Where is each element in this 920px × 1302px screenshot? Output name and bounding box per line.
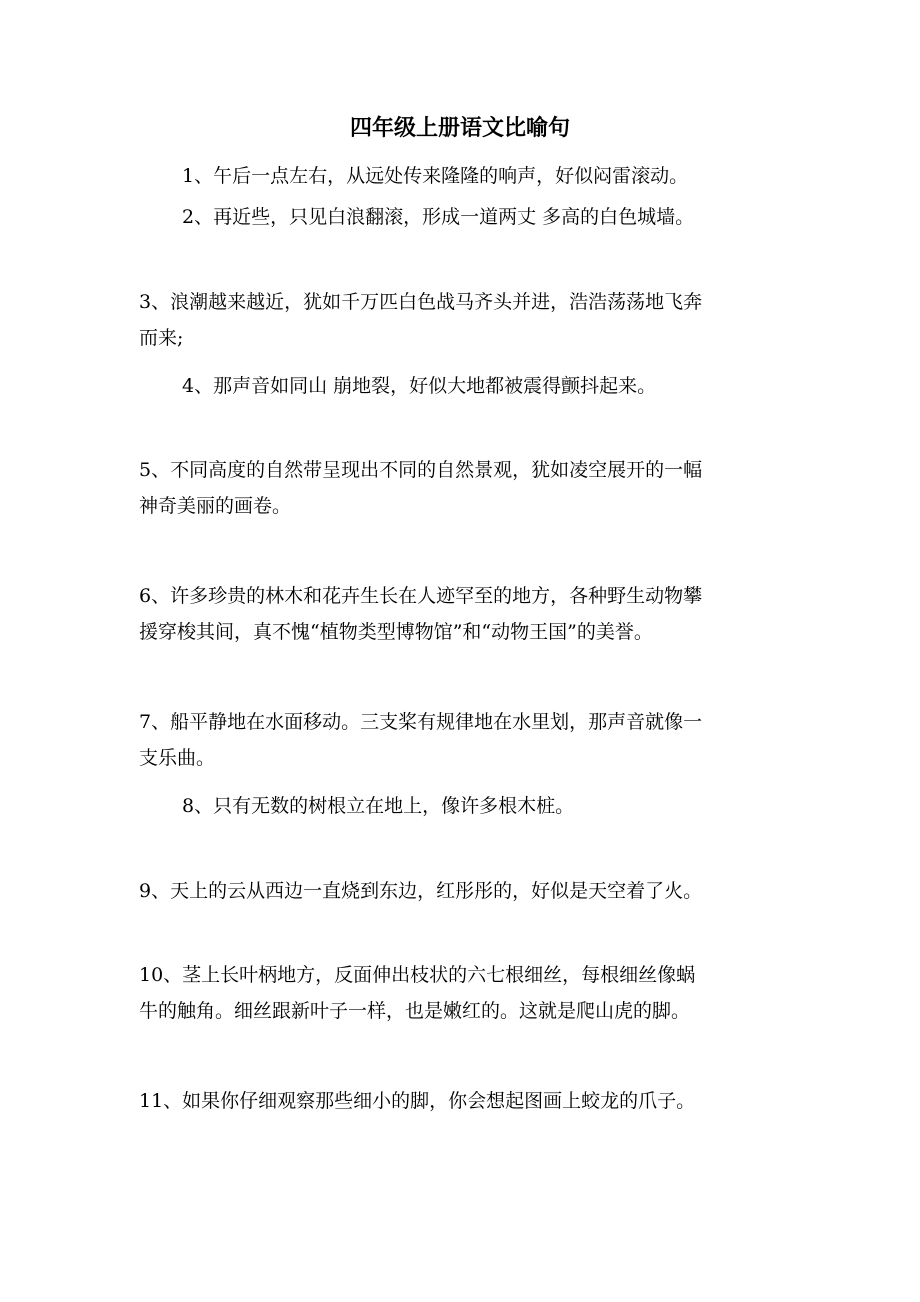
paragraph-1 bbox=[182, 158, 832, 194]
paragraph-6 bbox=[139, 578, 789, 650]
paragraph-line: 支乐曲。 bbox=[139, 747, 216, 769]
paragraph-2 bbox=[182, 199, 832, 235]
paragraph-line: 援穿梭其间，真不愧“植物类型博物馆”和“动物王国”的美誉。 bbox=[139, 621, 653, 643]
paragraph-line: 6、许多珍贵的林木和花卉生长在人迹罕至的地方，各种野生动物攀 bbox=[139, 585, 703, 607]
paragraph-line: 而来; bbox=[139, 327, 184, 349]
paragraph-line: 11、如果你仔细观察那些细小的脚，你会想起图画上蛟龙的爪子。 bbox=[139, 1090, 696, 1112]
paragraph-line: 10、茎上长叶柄地方，反面伸出枝状的六七根细丝，每根细丝像蜗 bbox=[139, 964, 696, 986]
paragraph-9 bbox=[139, 873, 789, 909]
paragraph-line: 8、只有无数的树根立在地上，像许多根木桩。 bbox=[182, 795, 575, 817]
paragraph-3 bbox=[139, 284, 789, 356]
paragraph-line: 9、天上的云从西边一直烧到东边，红彤彤的，好似是天空着了火。 bbox=[139, 880, 703, 902]
paragraph-8 bbox=[182, 788, 832, 824]
paragraph-11 bbox=[139, 1083, 789, 1119]
paragraph-line: 牛的触角。细丝跟新叶子一样，也是嫩红的。这就是爬山虎的脚。 bbox=[139, 1000, 691, 1022]
paragraph-5 bbox=[139, 452, 789, 524]
paragraph-4 bbox=[182, 368, 832, 404]
paragraph-line: 7、船平静地在水面移动。三支桨有规律地在水里划，那声音就像一 bbox=[139, 711, 703, 733]
paragraph-7 bbox=[139, 704, 789, 776]
paragraph-line: 3、浪潮越来越近，犹如千万匹白色战马齐头并进，浩浩荡荡地飞奔 bbox=[139, 291, 703, 313]
paragraph-10 bbox=[139, 957, 789, 1029]
document-title: 四年级上册语文比喻句 bbox=[349, 115, 570, 141]
paragraph-line: 4、那声音如同山 崩地裂，好似大地都被震得颤抖起来。 bbox=[182, 375, 657, 397]
paragraph-line: 5、不同高度的自然带呈现出不同的自然景观，犹如凌空展开的一幅 bbox=[139, 459, 703, 481]
paragraph-line: 2、再近些，只见白浪翻滚，形成一道两丈 多高的白色城墙。 bbox=[182, 206, 695, 228]
paragraph-line: 1、午后一点左右，从远处传来隆隆的响声，好似闷雷滚动。 bbox=[182, 165, 689, 187]
paragraph-line: 神奇美丽的画卷。 bbox=[139, 495, 292, 517]
